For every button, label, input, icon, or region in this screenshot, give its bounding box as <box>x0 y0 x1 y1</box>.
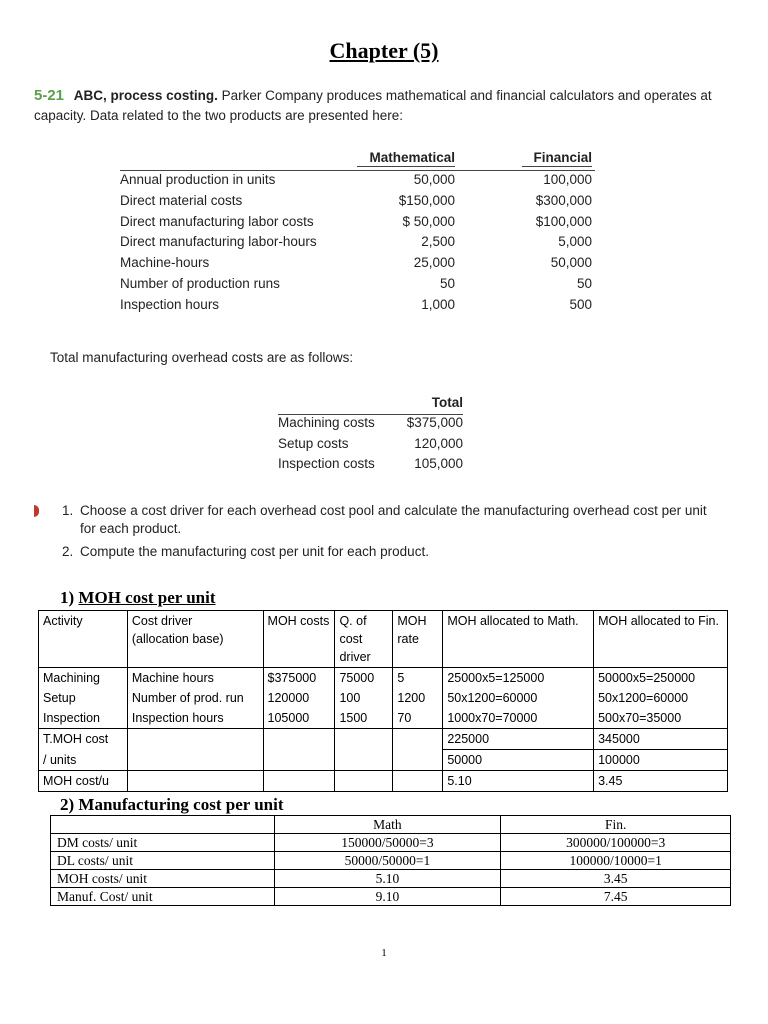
cell-math: 50000/50000=1 <box>274 852 501 870</box>
row-label: Machining costs <box>278 415 375 430</box>
math-value: 50,000 <box>413 172 455 187</box>
fin-value: $300,000 <box>535 192 592 208</box>
cell-per-unit-fin: 3.45 <box>594 771 728 792</box>
cell-driver: Inspection hours <box>127 708 263 729</box>
cell-qty: 1500 <box>335 708 393 729</box>
row-value: $375,000 <box>406 415 463 430</box>
cell-total-fin: 345000 <box>594 729 728 750</box>
cell-empty <box>263 771 335 792</box>
cell-activity: Machining <box>39 668 128 689</box>
table-row-per-unit <box>39 771 728 792</box>
question-item <box>62 502 722 538</box>
row-label: Machine-hours <box>120 255 210 271</box>
cell-costs: 105000 <box>263 708 335 729</box>
overhead-intro: Total manufacturing overhead costs are as follows: <box>50 350 354 365</box>
cell-total-label: T.MOH cost <box>39 729 128 750</box>
header-activity: Activity <box>39 611 128 668</box>
math-value: 25,000 <box>413 255 455 271</box>
bullet-marker-icon <box>34 505 39 517</box>
header-moh-math: MOH allocated to Math. <box>443 611 594 668</box>
table-row-total <box>39 729 728 750</box>
fin-value: $100,000 <box>535 213 592 229</box>
manufacturing-cost-table <box>50 815 731 906</box>
math-value: $ 50,000 <box>402 213 455 229</box>
cell-driver: Machine hours <box>127 668 263 689</box>
cell-rate: 5 <box>393 668 443 689</box>
question-text: Compute the manufacturing cost per unit for each product. <box>80 544 429 559</box>
cell-fin: 100000/10000=1 <box>501 852 731 870</box>
table-row <box>51 870 731 888</box>
header-cost-driver-line1: Cost driver <box>131 614 193 628</box>
header-math: Math <box>274 816 501 834</box>
cell-empty <box>127 771 263 792</box>
overhead-row <box>278 456 463 477</box>
cell-rate: 70 <box>393 708 443 729</box>
overhead-cost-table <box>278 395 463 477</box>
section-1-title <box>60 588 216 608</box>
fin-value: 500 <box>569 296 592 312</box>
header-moh-costs: MOH costs <box>263 611 335 668</box>
question-item <box>62 543 722 561</box>
cell-empty <box>51 816 275 834</box>
fin-value: 5,000 <box>558 234 592 250</box>
header-total: Total <box>431 395 463 410</box>
row-label: Direct manufacturing labor-hours <box>120 234 317 250</box>
cell-math: 50x1200=60000 <box>443 688 594 708</box>
table-header-row <box>39 611 728 668</box>
product-row <box>120 276 595 297</box>
row-label: Inspection hours <box>120 296 220 312</box>
product-data-table <box>120 150 595 318</box>
page-number: 1 <box>381 947 387 959</box>
row-label: Direct manufacturing labor costs <box>120 213 314 229</box>
section-2-title: 2) Manufacturing cost per unit <box>60 795 284 814</box>
product-row <box>120 234 595 255</box>
cell-fin: 7.45 <box>501 888 731 906</box>
cell-fin: 500x70=35000 <box>594 708 728 729</box>
cell-label: DL costs/ unit <box>51 852 275 870</box>
cell-math: 25000x5=125000 <box>443 668 594 689</box>
cell-costs: 120000 <box>263 688 335 708</box>
table-row-units <box>39 750 728 771</box>
cell-per-unit-label: MOH cost/u <box>39 771 128 792</box>
header-fin: Fin. <box>501 816 731 834</box>
math-value: 50 <box>439 275 455 291</box>
section-number: 1) <box>60 588 75 607</box>
cell-activity: Inspection <box>39 708 128 729</box>
cell-empty <box>263 750 335 771</box>
cell-math: 150000/50000=3 <box>274 834 501 852</box>
row-label: Setup costs <box>278 435 349 451</box>
cell-empty <box>127 750 263 771</box>
table-row <box>39 668 728 689</box>
header-rule <box>120 170 595 171</box>
overhead-row <box>278 436 463 457</box>
cell-empty <box>393 750 443 771</box>
cell-empty <box>335 771 393 792</box>
cell-qty: 75000 <box>335 668 393 689</box>
cell-activity: Setup <box>39 688 128 708</box>
math-value: 1,000 <box>421 296 455 312</box>
header-financial: Financial <box>522 150 592 167</box>
cell-math: 5.10 <box>274 870 501 888</box>
cell-fin: 50x1200=60000 <box>594 688 728 708</box>
row-label: Annual production in units <box>120 172 276 187</box>
moh-cost-table <box>38 610 728 792</box>
cell-qty: 100 <box>335 688 393 708</box>
cell-total-math: 225000 <box>443 729 594 750</box>
cell-empty <box>263 729 335 750</box>
section-title-text: MOH cost per unit <box>78 588 216 607</box>
product-row <box>120 172 595 193</box>
chapter-title: Chapter (5) <box>329 38 439 63</box>
table-row <box>51 852 731 870</box>
cell-empty <box>335 729 393 750</box>
table-row <box>39 688 728 708</box>
header-qty-driver: Q. of cost driver <box>335 611 393 668</box>
cell-driver: Number of prod. run <box>127 688 263 708</box>
cell-rate: 1200 <box>393 688 443 708</box>
cell-label: Manuf. Cost/ unit <box>51 888 275 906</box>
header-moh-rate: MOH rate <box>393 611 443 668</box>
questions-list <box>62 502 722 566</box>
row-value: 105,000 <box>414 456 463 471</box>
math-value: 2,500 <box>421 234 455 250</box>
fin-value: 100,000 <box>543 172 592 187</box>
cell-fin: 3.45 <box>501 870 731 888</box>
problem-header <box>34 86 714 126</box>
row-label: Inspection costs <box>278 456 375 471</box>
table-row <box>39 708 728 729</box>
cell-units-fin: 100000 <box>594 750 728 771</box>
header-cost-driver <box>127 611 263 668</box>
question-text: Choose a cost driver for each overhead cost pool and calculate the manufacturing overhead cost per unit for each product. <box>80 503 707 536</box>
fin-value: 50,000 <box>550 255 592 271</box>
fin-value: 50 <box>576 275 592 291</box>
problem-topic: ABC, process costing. <box>73 88 218 103</box>
header-moh-fin: MOH allocated to Fin. <box>594 611 728 668</box>
header-cost-driver-line2: (allocation base) <box>131 632 224 646</box>
row-value: 120,000 <box>414 435 463 451</box>
row-label: Direct material costs <box>120 192 243 208</box>
product-row <box>120 297 595 318</box>
cell-fin: 50000x5=250000 <box>594 668 728 689</box>
product-row <box>120 214 595 235</box>
question-number: 1. <box>62 503 74 518</box>
cell-units-label: / units <box>39 750 128 771</box>
table-row <box>51 834 731 852</box>
cell-empty <box>335 750 393 771</box>
question-number: 2. <box>62 544 74 559</box>
product-row <box>120 193 595 214</box>
cell-empty <box>393 729 443 750</box>
cell-label: MOH costs/ unit <box>51 870 275 888</box>
cell-units-math: 50000 <box>443 750 594 771</box>
row-label: Number of production runs <box>120 275 280 291</box>
product-data-header <box>120 150 595 172</box>
cell-per-unit-math: 5.10 <box>443 771 594 792</box>
math-value: $150,000 <box>398 192 455 208</box>
table-header-row <box>51 816 731 834</box>
problem-text: Parker Company produces mathematical and financial calculators and operates at capacity. Data related to the two products are presented here: <box>34 88 712 123</box>
problem-number: 5-21 <box>34 87 65 104</box>
header-mathematical: Mathematical <box>357 150 455 167</box>
product-row <box>120 255 595 276</box>
cell-fin: 300000/100000=3 <box>501 834 731 852</box>
cell-empty <box>393 771 443 792</box>
cell-label: DM costs/ unit <box>51 834 275 852</box>
cell-costs: $375000 <box>263 668 335 689</box>
overhead-row <box>278 415 463 436</box>
overhead-header <box>278 395 463 415</box>
cell-empty <box>127 729 263 750</box>
table-row <box>51 888 731 906</box>
cell-math: 1000x70=70000 <box>443 708 594 729</box>
cell-math: 9.10 <box>274 888 501 906</box>
